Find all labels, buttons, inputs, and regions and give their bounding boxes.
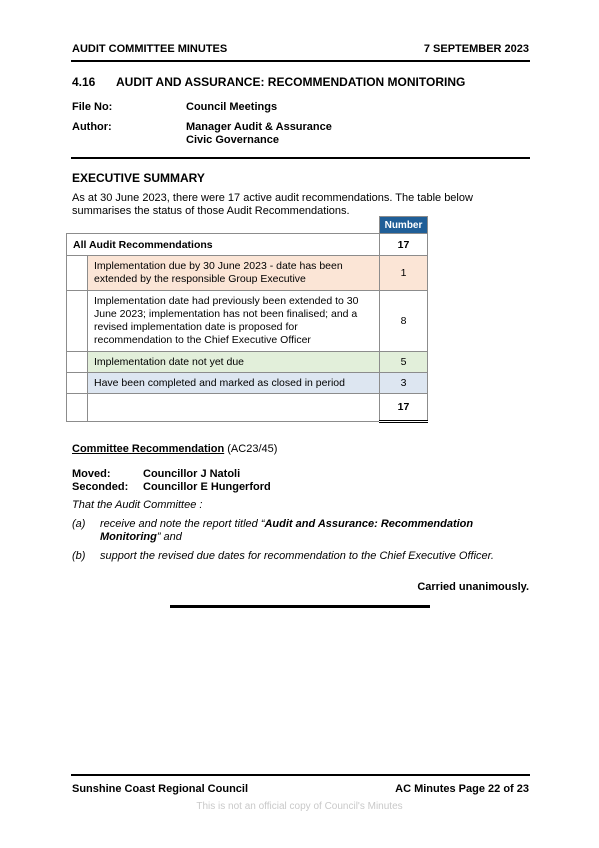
row-value: 3: [380, 373, 428, 394]
table-row: [67, 291, 428, 352]
meta-rule: [71, 157, 530, 159]
table-row: [67, 234, 428, 256]
recommendation-heading: Committee Recommendation: [72, 443, 225, 455]
report-title-cont: Monitoring: [100, 531, 157, 543]
footer-rule: [71, 774, 530, 776]
seconded-value: Councillor E Hungerford: [143, 481, 271, 493]
row-value: 1: [380, 256, 428, 291]
recommendation-intro: That the Audit Committee :: [72, 499, 203, 511]
summary-line-2: summarises the status of those Audit Recommendations.: [72, 205, 350, 217]
footer-page: AC Minutes Page 22 of 23: [395, 783, 529, 795]
summary-line-1: As at 30 June 2023, there were 17 active audit recommendations. The table below: [72, 192, 473, 204]
carried-text: Carried unanimously.: [417, 581, 529, 593]
table-row: [67, 256, 428, 291]
footer-council: Sunshine Coast Regional Council: [72, 783, 249, 795]
section-title: AUDIT AND ASSURANCE: RECOMMENDATION MONITORING: [116, 75, 466, 89]
table-row: [67, 352, 428, 373]
number-column-header: Number: [380, 217, 428, 234]
recommendation-heading-line: [72, 443, 277, 455]
item-a-marker: (a): [72, 518, 86, 530]
row-value: 5: [380, 352, 428, 373]
summary-heading: EXECUTIVE SUMMARY: [72, 171, 205, 185]
footer-watermark: This is not an official copy of Council's Minutes: [196, 801, 403, 812]
all-recommendations-label: All Audit Recommendations: [67, 234, 380, 256]
row-description: Implementation date had previously been extended to 30 June 2023; implementation has not been finalised; and a revised implementation date is proposed for recommendation to the Chief Executive Officer: [88, 291, 380, 352]
item-b-marker: (b): [72, 550, 86, 562]
author-line-2: Civic Governance: [186, 134, 279, 146]
all-recommendations-value: 17: [380, 234, 428, 256]
table-total-row: [67, 394, 428, 422]
report-title: Audit and Assurance: Recommendation: [264, 518, 474, 530]
moved-value: Councillor J Natoli: [143, 468, 241, 480]
author-label: Author:: [72, 121, 112, 133]
total-value: 17: [380, 394, 428, 422]
row-description: Have been completed and marked as closed in period: [88, 373, 380, 394]
item-a-text: receive and note the report titled “Audit and Assurance: Recommendation Monitoring” and: [100, 518, 474, 543]
author-line-1: Manager Audit & Assurance: [186, 121, 332, 133]
table-header-row: [67, 217, 428, 234]
header-title: AUDIT COMMITTEE MINUTES: [72, 43, 228, 55]
row-description: Implementation date not yet due: [88, 352, 380, 373]
row-description: Implementation due by 30 June 2023 - date has been extended by the responsible Group Executive: [88, 256, 380, 291]
recommendation-ref: (AC23/45): [224, 443, 278, 455]
end-rule: [170, 605, 430, 608]
table-row: [67, 373, 428, 394]
seconded-label: Seconded:: [72, 481, 129, 493]
header-date: 7 SEPTEMBER 2023: [423, 43, 529, 55]
row-value: 8: [380, 291, 428, 352]
item-b-text: support the revised due dates for recommendation to the Chief Executive Officer.: [100, 550, 494, 562]
section-number: 4.16: [72, 75, 96, 89]
file-value: Council Meetings: [186, 101, 278, 113]
file-label: File No:: [72, 101, 113, 113]
moved-label: Moved:: [72, 468, 111, 480]
header-rule: [71, 60, 530, 62]
status-table: [66, 216, 428, 423]
